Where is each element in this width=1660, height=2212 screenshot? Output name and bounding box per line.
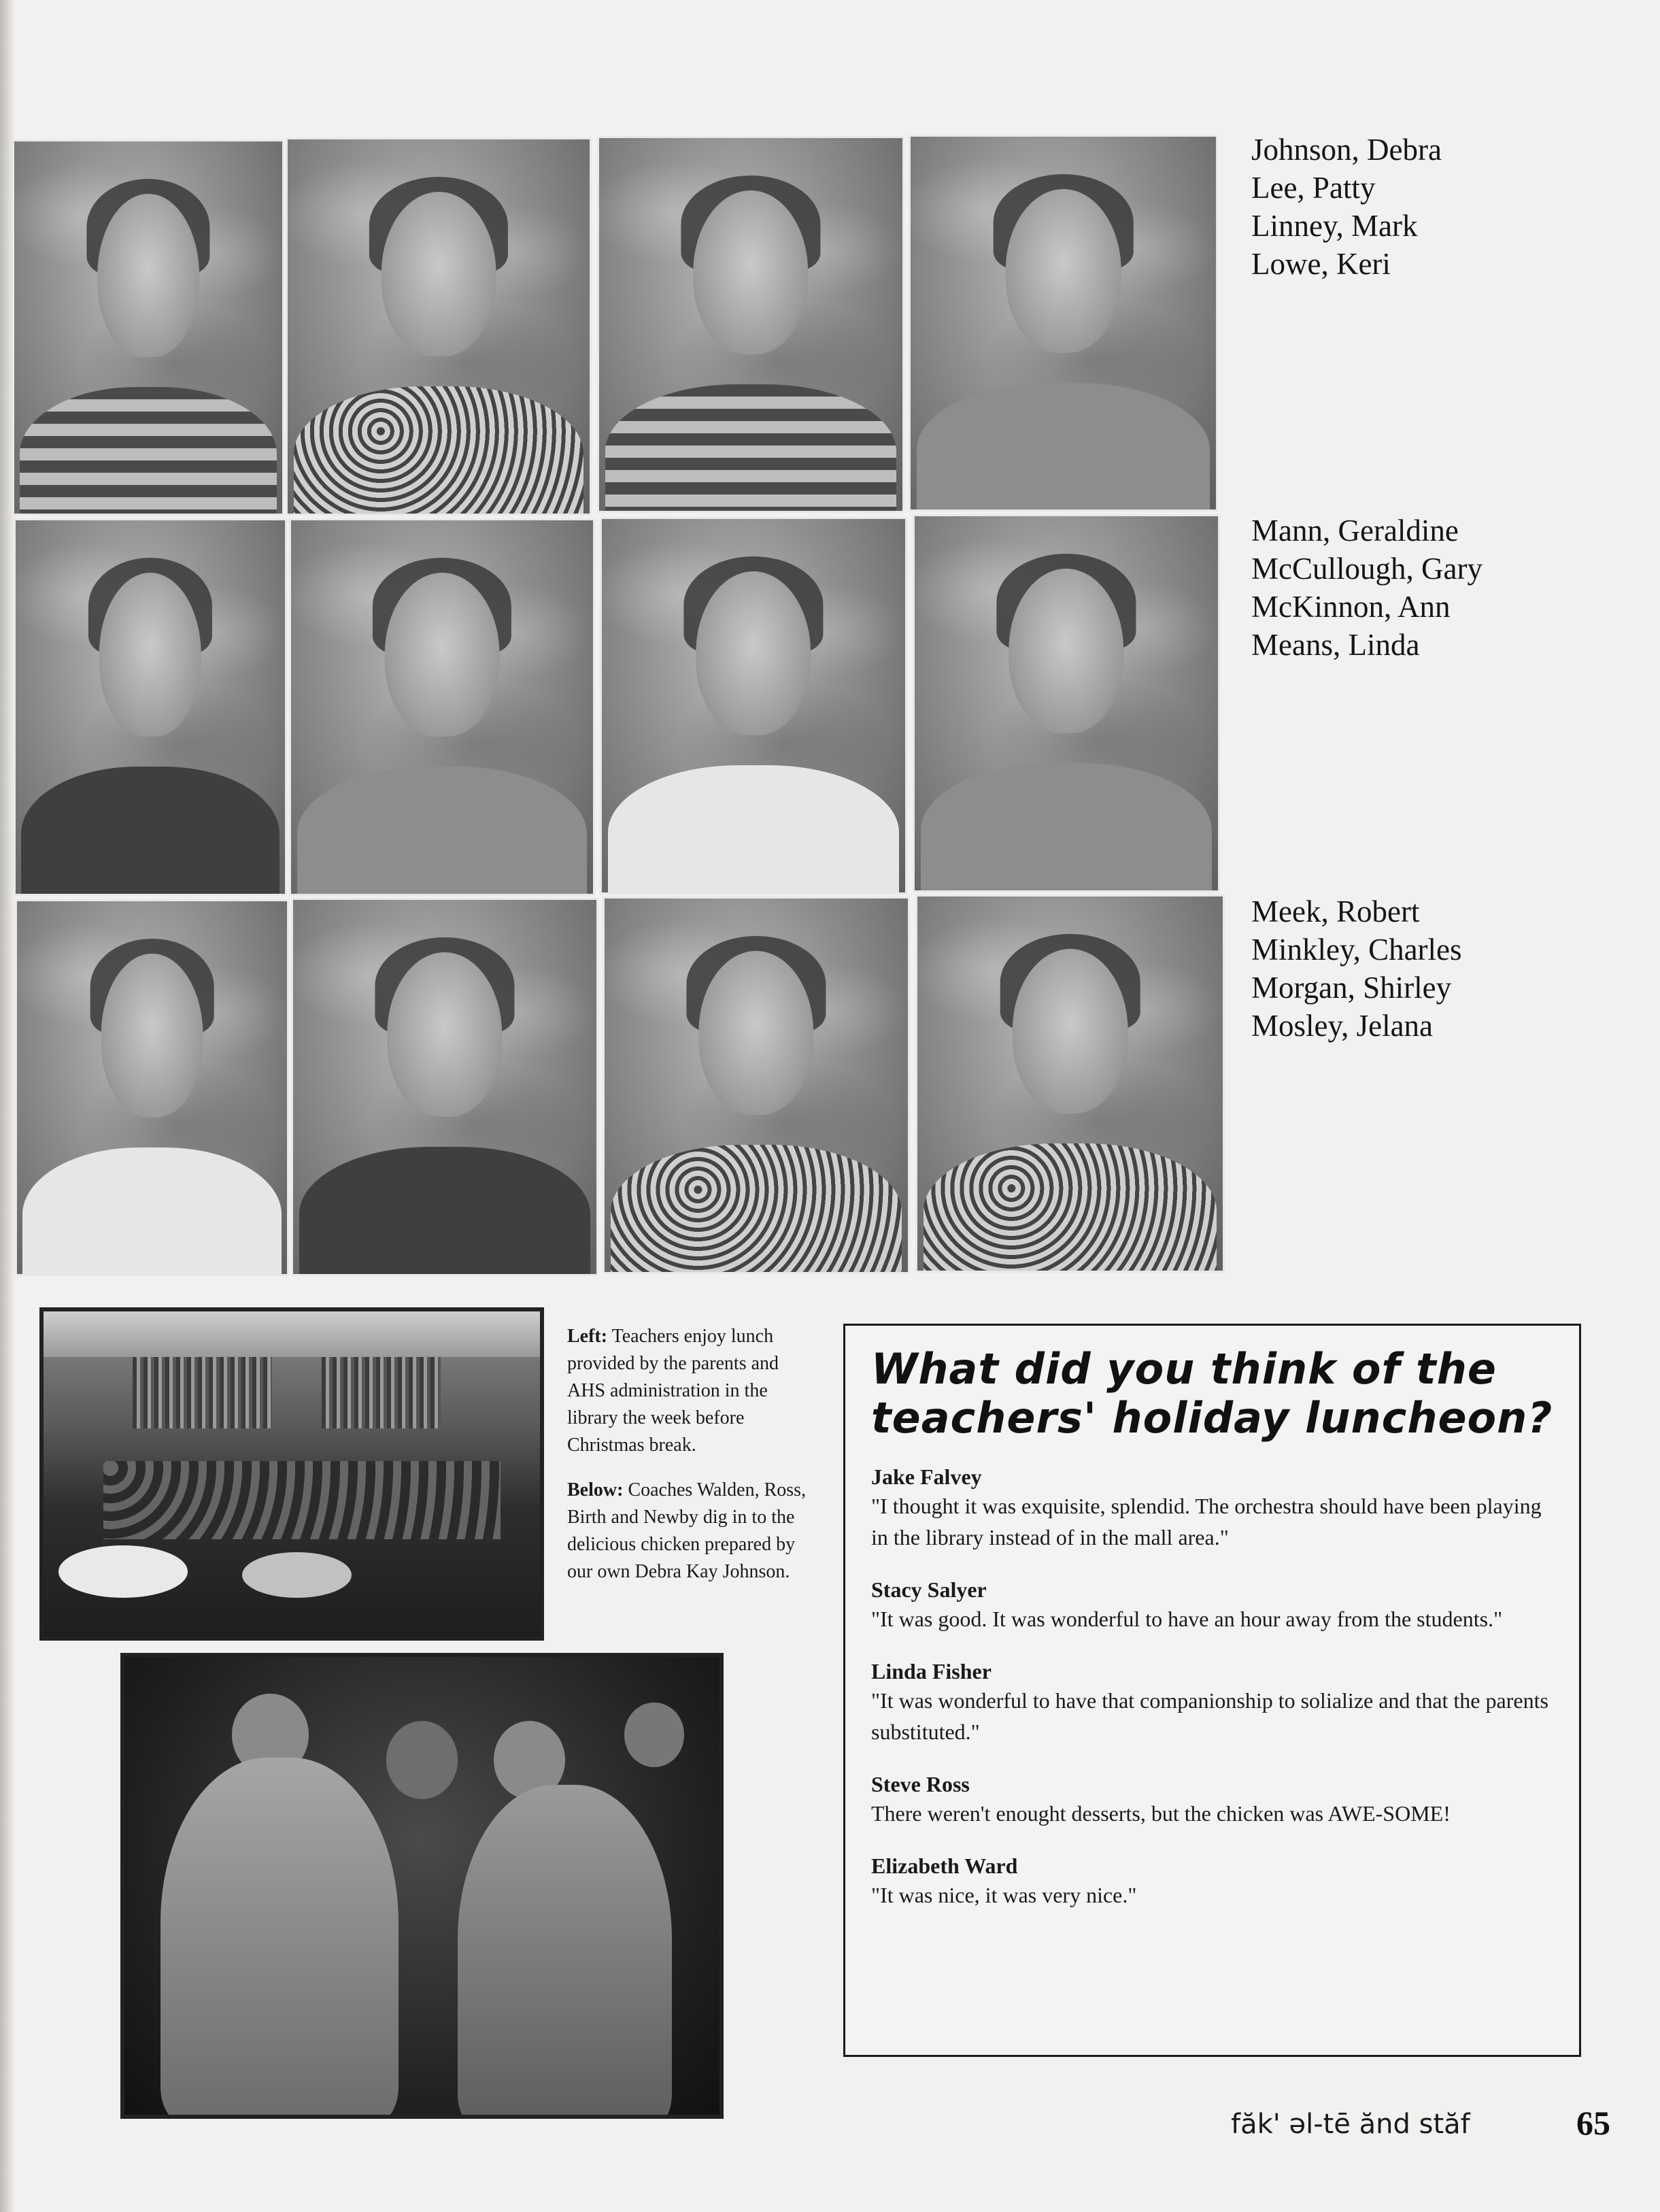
survey-box [843,1324,1581,2057]
name-item: Johnson, Debra [1251,133,1442,167]
portrait-mckinnon-ann [600,517,907,894]
respondent-name: Steve Ross [871,1772,970,1796]
name-item: Mann, Geraldine [1251,514,1459,548]
name-item: Means, Linda [1251,628,1420,662]
portrait-mosley-jelana [915,894,1225,1273]
name-item: McCullough, Gary [1251,552,1483,586]
portrait-linney-mark [597,136,904,513]
name-item: McKinnon, Ann [1251,590,1451,624]
library-luncheon-photo [39,1307,544,1641]
portrait-minkley-charles [291,898,598,1276]
caption-below: Below: Coaches Walden, Ross, Birth and Newby dig in to the delicious chicken prepared by our own Debra Kay Johnson. [567,1479,807,1582]
name-item: Mosley, Jelana [1251,1009,1434,1043]
name-list-row-3 [1251,892,1462,1045]
respondent-quote: "It was nice, it was very nice." [871,1883,1137,1907]
name-list-row-2 [1251,512,1483,664]
respondent-quote: "It was wonderful to have that companionship to solialize and that the parents substituted." [871,1688,1548,1744]
respondent-name: Jake Falvey [871,1464,982,1489]
portrait-morgan-shirley [603,896,910,1274]
name-item: Lowe, Keri [1251,247,1391,281]
portrait-means-linda [913,514,1220,892]
portrait-meek-robert [15,899,289,1276]
respondent-quote: There weren't enought desserts, but the chicken was AWE-SOME! [871,1801,1451,1826]
photo-caption [567,1323,819,1603]
response-item [871,1576,1563,1635]
respondent-quote: "I thought it was exquisite, splendid. The orchestra should have been playing in the library instead of in the mall area." [871,1494,1542,1549]
response-item [871,1658,1563,1747]
portrait-mccullough-gary [289,518,595,896]
name-item: Linney, Mark [1251,209,1418,243]
name-item: Minkley, Charles [1251,933,1462,967]
portrait-johnson-debra [12,139,284,516]
respondent-name: Linda Fisher [871,1659,992,1683]
portrait-mann-geraldine [14,518,287,896]
survey-question: What did you think of the teachers' holiday luncheon? [871,1344,1553,1443]
page-number: 65 [1576,2104,1610,2142]
section-phonetic-label: făk' əl-tē ănd stăf [1231,2109,1470,2140]
name-item: Meek, Robert [1251,894,1420,928]
response-item [871,1771,1563,1829]
name-item: Lee, Patty [1251,171,1376,205]
name-list-row-1 [1251,131,1442,283]
respondent-name: Elizabeth Ward [871,1854,1018,1878]
respondent-name: Stacy Salyer [871,1577,987,1602]
respondent-quote: "It was good. It was wonderful to have an hour away from the students." [871,1607,1503,1631]
response-item [871,1463,1563,1553]
name-item: Morgan, Shirley [1251,971,1452,1005]
portrait-lowe-keri [909,135,1218,512]
portrait-lee-patty [286,137,592,516]
response-item [871,1852,1563,1911]
coaches-eating-photo [120,1653,724,2119]
caption-left: Left: Teachers enjoy lunch provided by the parents and AHS administration in the library the week before Christmas break. [567,1326,779,1456]
